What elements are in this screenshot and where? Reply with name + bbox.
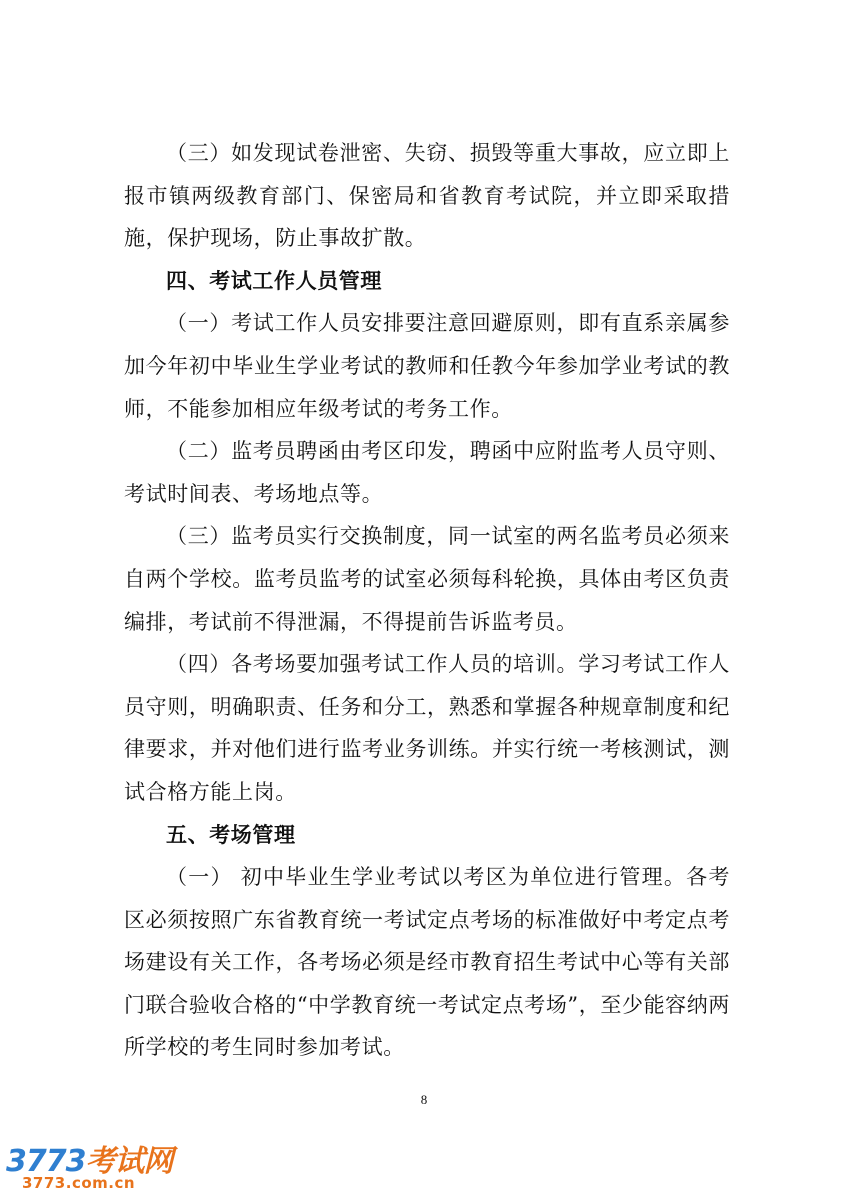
watermark-title: 考试网 <box>85 1144 173 1179</box>
paragraph-invigilator-letter: （二）监考员聘函由考区印发，聘函中应附监考人员守则、考试时间表、考场地点等。 <box>124 439 730 506</box>
page-number: 8 <box>420 1092 428 1107</box>
paragraph-incident-report: （三）如发现试卷泄密、失窃、损毁等重大事故，应立即上报市镇两级教育部门、保密局和省教育考试院，并立即采取措施，保护现场，防止事故扩散。 <box>124 141 730 251</box>
watermark-domain: 3773.com.cn <box>22 1174 136 1192</box>
paragraph-staff-training: （四）各考场要加强考试工作人员的培训。学习考试工作人员守则，明确职责、任务和分工，熟悉和掌握各种规章制度和纪律要求，并对他们进行监考业务训练。并实行统一考核测试，测试合格方能上岗。 <box>124 652 730 804</box>
section-heading-staff-management: 四、考试工作人员管理 <box>166 267 382 293</box>
paragraph-avoidance-principle: （一）考试工作人员安排要注意回避原则，即有直系亲属参加今年初中毕业生学业考试的教师和任教今年参加学业考试的教师，不能参加相应年级考试的考务工作。 <box>124 311 730 421</box>
section-heading-exam-room-management: 五、考场管理 <box>166 821 296 847</box>
watermark-number: 3773 <box>6 1144 86 1179</box>
paragraph-exam-room-standards: （一） 初中毕业生学业考试以考区为单位进行管理。各考区必须按照广东省教育统一考试定点考场的标准做好中考定点考场建设有关工作，各考场必须是经市教育招生考试中心等有关部门联合验收合格的“中学教育统一考试定点考场”，至少能容纳两所学校的考生同时参加考试。 <box>124 865 730 1060</box>
document-body <box>124 132 730 1069</box>
site-watermark-logo <box>4 1136 184 1196</box>
paragraph-exchange-system: （三）监考员实行交换制度，同一试室的两名监考员必须来自两个学校。监考员监考的试室必须每科轮换，具体由考区负责编排，考试前不得泄漏，不得提前告诉监考员。 <box>124 524 730 634</box>
